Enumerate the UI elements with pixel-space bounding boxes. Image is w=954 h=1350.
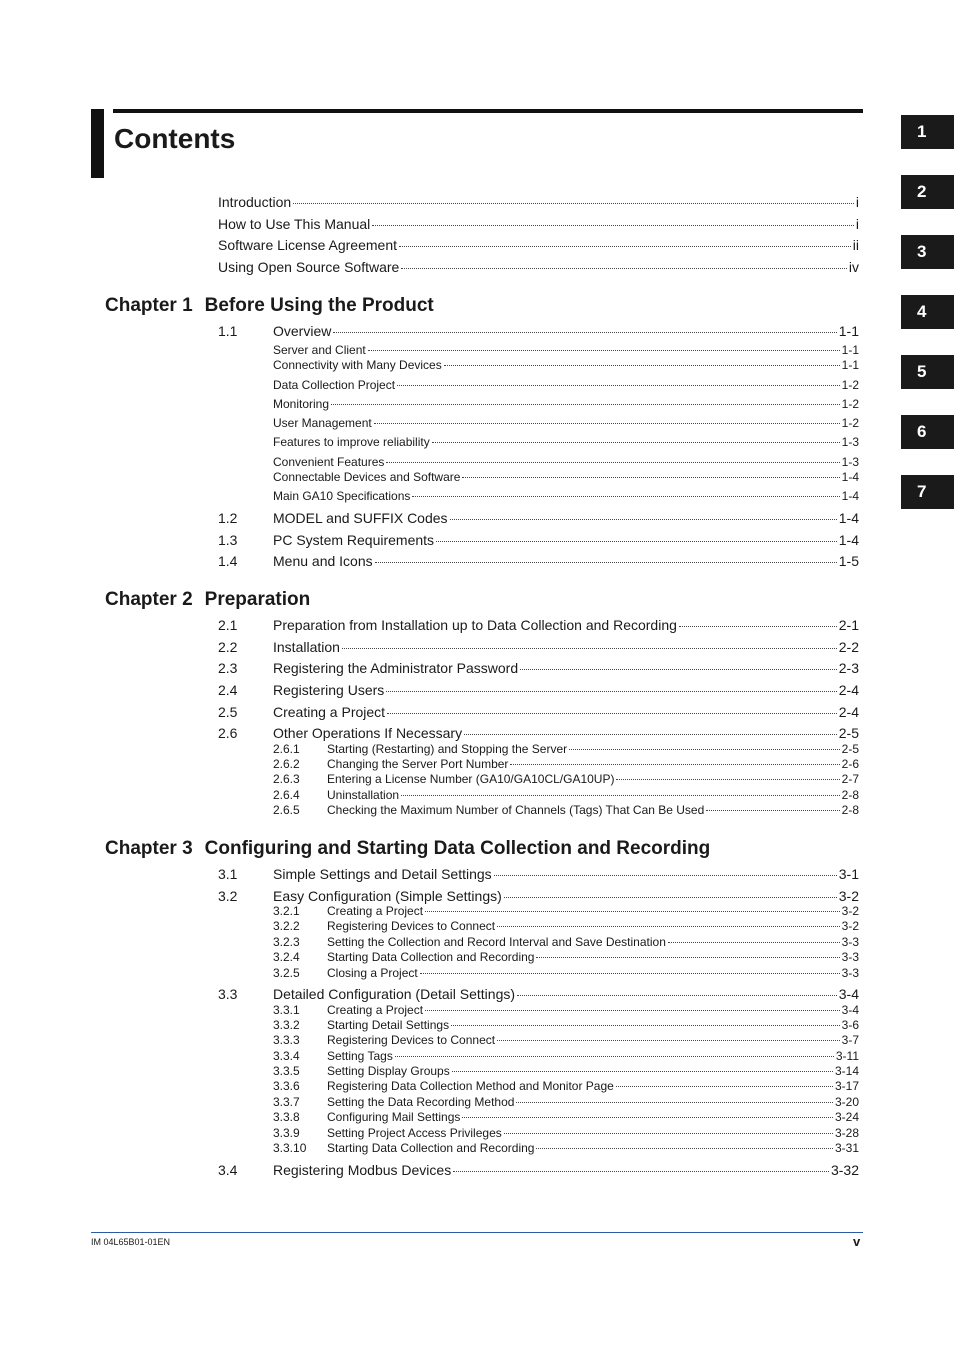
entry-page: 3-3 [841,966,859,980]
dot-leader [569,749,840,750]
toc-subsection-entry[interactable] [273,950,859,964]
dot-leader [497,926,840,927]
entry-page: 2-2 [838,639,859,655]
chapter-tab-2[interactable]: 2 [901,175,954,209]
entry-number: 3.3.7 [273,1095,300,1109]
entry-page: 3-17 [834,1079,859,1093]
entry-title: Setting Project Access Privileges [327,1126,502,1140]
entry-number: 3.2.1 [273,904,300,918]
dot-leader [293,203,854,204]
chapter-tab-1[interactable]: 1 [901,115,954,149]
entry-number: 1.1 [218,323,238,339]
entry-page: 3-2 [838,888,859,904]
entry-number: 3.2.3 [273,935,300,949]
dot-leader [425,1010,840,1011]
entry-title: User Management [273,416,372,430]
entry-page: 1-1 [841,343,859,357]
toc-subsection-entry[interactable] [273,1064,859,1078]
entry-title: Creating a Project [327,904,424,918]
dot-leader [387,713,837,714]
entry-title: Software License Agreement [218,237,397,253]
entry-title: PC System Requirements [273,532,435,548]
entry-number: 1.2 [218,510,238,526]
entry-page: 2-1 [838,617,859,633]
entry-page: 1-3 [841,455,859,469]
dot-leader [374,423,840,424]
dot-leader [516,1102,833,1103]
toc-subsection-entry[interactable] [273,358,859,372]
chapter-label: Chapter 3 [105,838,193,859]
entry-title: Detailed Configuration (Detail Settings) [273,986,516,1002]
dot-leader [368,350,840,351]
entry-page: 2-4 [838,682,859,698]
entry-number: 3.3.4 [273,1049,300,1063]
entry-title: Convenient Features [273,455,385,469]
entry-page: 1-2 [841,397,859,411]
dot-leader [395,1056,834,1057]
entry-page: 1-4 [838,510,859,526]
dot-leader [536,957,839,958]
entry-page: 3-6 [841,1018,859,1032]
entry-title: Server and Client [273,343,366,357]
entry-title: Starting Data Collection and Recording [327,950,535,964]
entry-page: 2-6 [841,757,859,771]
entry-page: 3-31 [834,1141,859,1155]
toc-subsection-entry[interactable] [273,904,859,918]
dot-leader [668,942,840,943]
toc-subsection-entry[interactable] [273,757,859,771]
toc-subsection-entry[interactable] [273,489,859,503]
entry-title: Creating a Project [273,704,386,720]
dot-leader [451,1025,840,1026]
entry-number: 3.4 [218,1162,238,1178]
chapter-tab-6[interactable]: 6 [901,415,954,449]
dot-leader [372,225,854,226]
entry-title: Registering the Administrator Password [273,660,519,676]
entry-title: Setting the Collection and Record Interval and Save Destination [327,935,666,949]
page-title: Contents [114,123,236,154]
entry-page: 3-28 [834,1126,859,1140]
entry-number: 2.3 [218,660,238,676]
entry-title: Starting Detail Settings [327,1018,450,1032]
entry-number: 3.3.9 [273,1126,300,1140]
entry-title: Entering a License Number (GA10/GA10CL/GA10UP) [327,772,615,786]
entry-number: 2.5 [218,704,238,720]
entry-page: ii [852,237,859,253]
dot-leader [401,795,840,796]
entry-number: 3.1 [218,866,238,882]
chapter-title: Preparation [204,589,311,610]
toc-subsection-entry[interactable] [273,455,859,469]
entry-page: 3-20 [834,1095,859,1109]
toc-front-entry[interactable] [218,259,859,275]
toc-section-entry[interactable] [218,323,859,339]
entry-number: 3.3.8 [273,1110,300,1124]
entry-number: 2.6.2 [273,757,300,771]
entry-title: How to Use This Manual [218,216,371,232]
entry-page: 2-8 [841,788,859,802]
toc-subsection-entry[interactable] [273,343,859,357]
entry-number: 3.3.6 [273,1079,300,1093]
dot-leader [412,496,839,497]
dot-leader [432,442,840,443]
dot-leader [510,764,839,765]
dot-leader [444,365,840,366]
entry-page: 3-1 [838,866,859,882]
entry-number: 2.2 [218,639,238,655]
chapter-label: Chapter 1 [105,295,193,316]
entry-page: 1-2 [841,378,859,392]
entry-title: Features to improve reliability [273,435,430,449]
entry-title: Setting the Data Recording Method [327,1095,515,1109]
dot-leader [679,626,837,627]
dot-leader [462,1117,833,1118]
entry-title: Connectivity with Many Devices [273,358,442,372]
toc-subsection-entry[interactable] [273,378,859,392]
entry-title: Setting Tags [327,1049,393,1063]
entry-page: 3-14 [834,1064,859,1078]
entry-title: Uninstallation [327,788,400,802]
entry-page: 3-4 [838,986,859,1002]
toc-subsection-entry[interactable] [273,935,859,949]
entry-page: 1-5 [838,553,859,569]
dot-leader [453,1171,829,1172]
chapter-title: Before Using the Product [204,295,434,316]
toc-front-entry[interactable] [218,237,859,253]
entry-page: 1-2 [841,416,859,430]
entry-title: Overview [273,323,332,339]
entry-title: Creating a Project [327,1003,424,1017]
entry-title: Registering Devices to Connect [327,919,496,933]
toc-subsection-entry[interactable] [273,742,859,756]
dot-leader [706,810,839,811]
chapter-label: Chapter 2 [105,589,193,610]
dot-leader [331,404,840,405]
dot-leader [436,541,837,542]
title-accent-bar [91,109,104,178]
page-number: v [853,1234,861,1249]
entry-title: Installation [273,639,340,655]
toc-subsection-entry[interactable] [273,470,859,484]
dot-leader [497,1040,840,1041]
entry-page: 3-32 [830,1162,859,1178]
entry-page: i [855,216,859,232]
entry-number: 3.2.4 [273,950,300,964]
entry-page: 1-4 [841,489,859,503]
entry-page: 1-1 [841,358,859,372]
toc-subsection-entry[interactable] [273,1049,859,1063]
chapter-tab-5[interactable]: 5 [901,355,954,389]
entry-number: 3.3.5 [273,1064,300,1078]
entry-title: Registering Users [273,682,385,698]
toc-section-entry[interactable] [218,510,859,526]
dot-leader [494,875,837,876]
entry-page: 3-11 [835,1049,859,1063]
toc-subsection-entry[interactable] [273,1079,859,1093]
entry-number: 3.3.10 [273,1141,307,1155]
entry-title: Registering Modbus Devices [273,1162,452,1178]
entry-page: 1-4 [841,470,859,484]
dot-leader [450,519,837,520]
entry-title: Setting Display Groups [327,1064,450,1078]
toc-section-entry[interactable] [218,725,859,741]
entry-title: Configuring Mail Settings [327,1110,461,1124]
dot-leader [399,246,851,247]
toc-subsection-entry[interactable] [273,919,859,933]
entry-number: 2.6.3 [273,772,300,786]
dot-leader [517,995,837,996]
toc-subsection-entry[interactable] [273,1018,859,1032]
dot-leader [425,911,840,912]
entry-page: 3-3 [841,950,859,964]
toc-section-entry[interactable] [218,639,859,655]
entry-title: Other Operations If Necessary [273,725,463,741]
dot-leader [520,669,837,670]
entry-page: 3-4 [841,1003,859,1017]
entry-number: 2.1 [218,617,238,633]
dot-leader [452,1071,833,1072]
document-code: IM 04L65B01-01EN [91,1237,171,1247]
chapter-tab-4[interactable]: 4 [901,295,954,329]
entry-title: Menu and Icons [273,553,373,569]
entry-page: 2-8 [841,803,859,817]
entry-title: MODEL and SUFFIX Codes [273,510,448,526]
toc-section-entry[interactable] [218,660,859,676]
entry-title: Simple Settings and Detail Settings [273,866,492,882]
entry-title: Using Open Source Software [218,259,400,275]
entry-number: 2.4 [218,682,238,698]
entry-title: Starting Data Collection and Recording [327,1141,535,1155]
toc-subsection-entry[interactable] [273,435,859,449]
entry-page: 1-4 [838,532,859,548]
toc-section-entry[interactable] [218,986,859,1002]
dot-leader [397,385,840,386]
footer-rule [91,1232,863,1233]
entry-page: 3-2 [841,919,859,933]
dot-leader [420,973,840,974]
toc-section-entry[interactable] [218,888,859,904]
entry-page: i [855,194,859,210]
entry-number: 2.6 [218,725,238,741]
toc-subsection-entry[interactable] [273,772,859,786]
entry-title: Connectable Devices and Software [273,470,461,484]
entry-page: 2-3 [838,660,859,676]
toc-subsection-entry[interactable] [273,1126,859,1140]
dot-leader [375,562,837,563]
entry-number: 3.2.5 [273,966,300,980]
entry-title: Registering Devices to Connect [327,1033,496,1047]
entry-number: 2.6.1 [273,742,300,756]
entry-page: 2-5 [841,742,859,756]
entry-title: Changing the Server Port Number [327,757,509,771]
chapter-heading[interactable] [105,838,710,860]
toc-subsection-entry[interactable] [273,1141,859,1155]
chapter-heading[interactable] [105,295,434,317]
entry-page: 2-5 [838,725,859,741]
entry-title: Introduction [218,194,292,210]
entry-page: 1-3 [841,435,859,449]
entry-title: Easy Configuration (Simple Settings) [273,888,502,904]
toc-subsection-entry[interactable] [273,966,859,980]
toc-section-entry[interactable] [218,617,859,633]
entry-number: 3.3.1 [273,1003,300,1017]
entry-number: 3.3 [218,986,238,1002]
dot-leader [616,779,839,780]
entry-title: Checking the Maximum Number of Channels (Tags) That Can Be Used [327,803,705,817]
chapter-title: Configuring and Starting Data Collection and Recording [204,838,711,859]
dot-leader [386,691,837,692]
chapter-tabs [901,115,954,535]
entry-number: 1.3 [218,532,238,548]
toc-subsection-entry[interactable] [273,1110,859,1124]
entry-title: Closing a Project [327,966,418,980]
entry-page: 3-24 [834,1110,859,1124]
entry-title: Registering Data Collection Method and Monitor Page [327,1079,614,1093]
toc-subsection-entry[interactable] [273,1003,859,1017]
chapter-tab-7[interactable]: 7 [901,475,954,509]
entry-title: Main GA10 Specifications [273,489,411,503]
entry-number: 2.6.4 [273,788,300,802]
dot-leader [342,648,837,649]
dot-leader [536,1148,833,1149]
entry-number: 3.2 [218,888,238,904]
dot-leader [333,332,836,333]
entry-page: 3-3 [841,935,859,949]
dot-leader [462,477,839,478]
toc-section-entry[interactable] [218,866,859,882]
toc-section-entry[interactable] [218,1162,859,1178]
toc-subsection-entry[interactable] [273,1033,859,1047]
chapter-heading[interactable] [105,589,310,611]
toc-subsection-entry[interactable] [273,803,859,817]
entry-number: 1.4 [218,553,238,569]
entry-title: Preparation from Installation up to Data Collection and Recording [273,617,677,633]
entry-page: 2-7 [841,772,859,786]
toc-section-entry[interactable] [218,553,859,569]
toc-front-entry[interactable] [218,194,859,210]
entry-number: 3.2.2 [273,919,300,933]
entry-number: 3.3.3 [273,1033,300,1047]
entry-page: 1-1 [838,323,859,339]
dot-leader [401,268,847,269]
entry-title: Monitoring [273,397,330,411]
dot-leader [386,462,839,463]
toc-section-entry[interactable] [218,704,859,720]
toc-section-entry[interactable] [218,532,859,548]
entry-title: Starting (Restarting) and Stopping the Server [327,742,568,756]
dot-leader [504,897,837,898]
entry-number: 3.3.2 [273,1018,300,1032]
toc-front-entry[interactable] [218,216,859,232]
entry-page: 2-4 [838,704,859,720]
toc-section-entry[interactable] [218,682,859,698]
toc-subsection-entry[interactable] [273,397,859,411]
title-rule [113,109,863,113]
dot-leader [464,734,837,735]
toc-subsection-entry[interactable] [273,416,859,430]
dot-leader [616,1086,833,1087]
dot-leader [504,1133,833,1134]
entry-page: 3-7 [841,1033,859,1047]
entry-page: iv [848,259,859,275]
toc-subsection-entry[interactable] [273,788,859,802]
entry-page: 3-2 [841,904,859,918]
entry-title: Data Collection Project [273,378,396,392]
toc-subsection-entry[interactable] [273,1095,859,1109]
chapter-tab-3[interactable]: 3 [901,235,954,269]
entry-number: 2.6.5 [273,803,300,817]
